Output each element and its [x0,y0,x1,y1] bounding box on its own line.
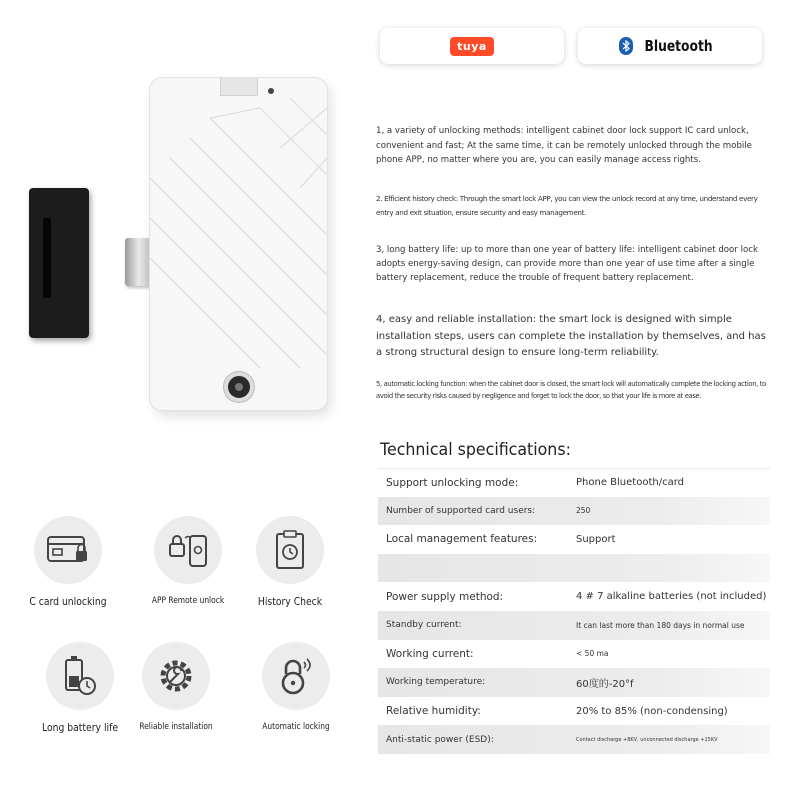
table-row [378,697,770,726]
battery-clock-icon [60,654,100,698]
table-row [378,497,770,526]
spec-value: 20% to 85% (non-condensing) [576,705,728,717]
table-row [378,725,770,754]
card-icon [46,533,90,567]
phone-lock-icon [166,530,210,570]
feature-battery-life: 3, long battery life: up to more than one year of battery life: intelligent cabinet door lock adopts energy-saving design, can provide more than one year of use time after a single battery replacement, reduce the trouble of frequent battery replacement. [376,245,758,283]
spec-value: 60度的-20°f [576,678,634,690]
lock-strike-plate [29,188,89,338]
function-icon-circle [256,516,324,584]
tuya-badge [380,28,564,64]
spec-value: Contact discharge +8KV, unconnected discharge +15KV [576,736,718,743]
spec-value: It can last more than 180 days in normal use [576,620,745,630]
card-reader-icon [224,372,254,402]
function-icon-circle [34,516,102,584]
function-history-check [230,516,350,608]
function-label: C card unlocking [29,596,107,608]
table-row [378,468,770,497]
function-label: Long battery life [41,722,119,734]
indicator-light [268,88,274,94]
function-icon-circle [142,642,210,710]
lock-top-slot [220,78,258,96]
feature-history-check: 2. Efficient history check: Through the smart lock APP, you can view the unlock record at any time, understand every entry and exit situation, ensure security and easy management. [376,194,758,217]
function-automatic-locking [236,642,356,732]
spec-key: Relative humidity: [386,705,481,718]
table-row [378,611,770,640]
gear-wrench-icon [155,655,197,697]
spec-value: 250 [576,506,591,516]
product-image [25,70,345,420]
tuya-logo-icon: tuya [450,37,494,56]
padlock-signal-icon [276,654,316,698]
spec-title: Technical specifications: [380,440,571,460]
table-row [378,640,770,669]
function-label: Automatic locking [262,722,330,732]
feature-installation: 4, easy and reliable installation: the smart lock is designed with simple installation steps, users can complete the installation by themselves, and has a strong structural design to ensure long-term reliability. [376,314,766,358]
spec-value: Support [576,533,616,545]
bluetooth-icon [619,37,633,55]
spec-table [378,468,770,754]
bluetooth-label: Bluetooth [644,37,714,55]
feature-unlocking-methods: 1, a variety of unlocking methods: intelligent cabinet door lock support IC card unlock, convenient and fast; At the same time, it can be remotely unlocked through the mobile phone APP, no matter where you are, you can easily manage access rights. [376,126,752,165]
spec-key: Support unlocking mode: [386,476,519,489]
spec-key: Number of supported card users: [386,505,536,516]
function-icon-circle [154,516,222,584]
table-row [378,554,770,583]
feature-auto-locking: 5, automatic locking function: when the cabinet door is closed, the smart lock will automatically complete the locking action, to avoid the security risks caused by negligence and forget to lock the door, so that your life is more at ease. [376,380,766,400]
lock-pattern [150,78,327,410]
table-row [378,582,770,611]
function-label: Reliable installation [139,722,213,732]
spec-value: < 50 ma [576,649,609,659]
spec-key: Working temperature: [386,677,486,688]
function-label: APP Remote unlock [151,596,225,606]
function-label: History Check [257,596,323,608]
spec-value: Phone Bluetooth/card [576,477,684,489]
spec-key: Local management features: [386,533,538,546]
table-row [378,525,770,554]
table-row [378,668,770,697]
function-reliable-installation [116,642,236,732]
spec-value: 4 # 7 alkaline batteries (not included) [576,591,767,603]
history-clipboard-icon [272,529,308,571]
spec-key: Working current: [386,647,474,660]
spec-key: Power supply method: [386,590,504,603]
bluetooth-badge [578,28,762,64]
spec-key: Standby current: [386,620,462,631]
lock-body [150,78,327,410]
function-icon-circle [46,642,114,710]
function-card-unlock [8,516,128,608]
spec-key: Anti-static power (ESD): [386,734,494,745]
function-icon-circle [262,642,330,710]
